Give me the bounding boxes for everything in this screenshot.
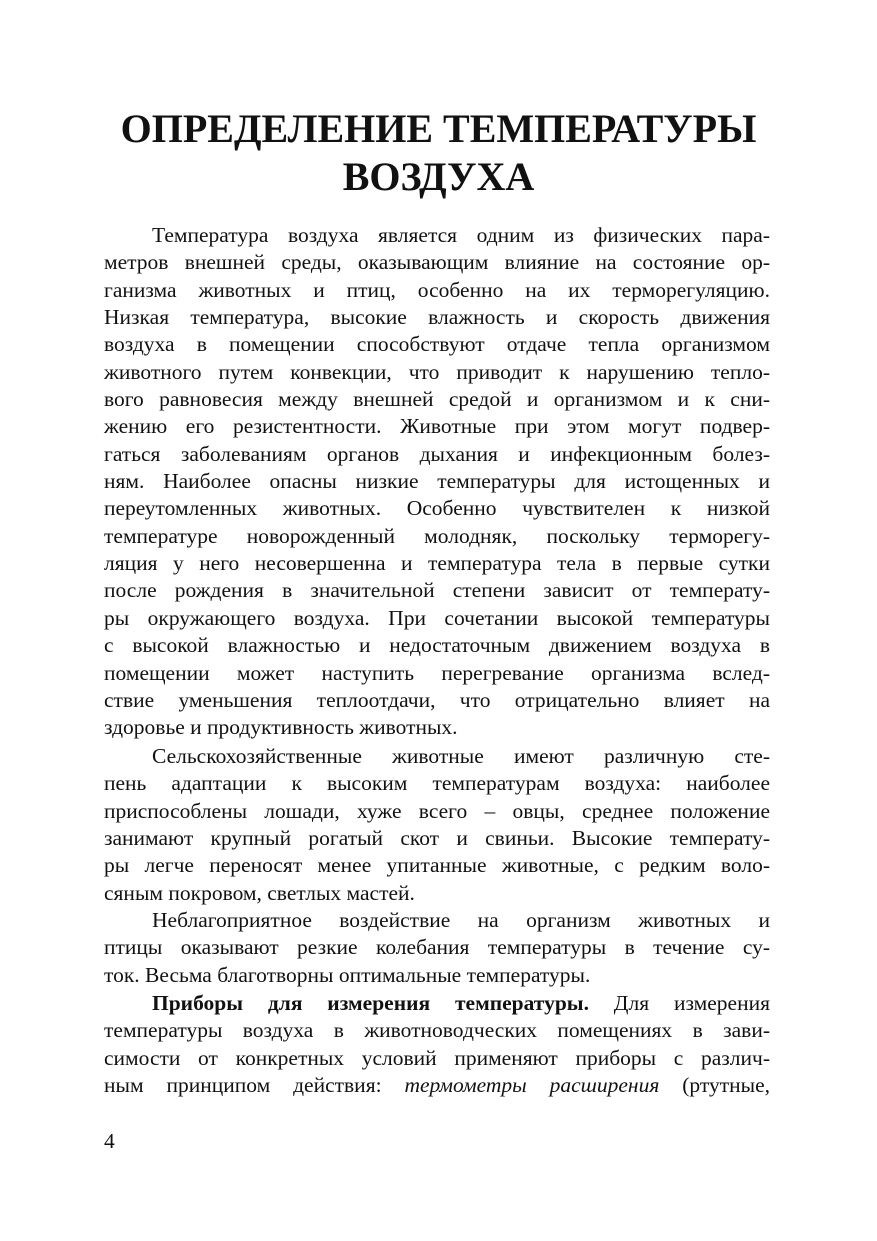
text-line: ляция у него несовершенна и температура тела в первые сутки (104, 551, 770, 576)
text-line: ток. Весьма благотворны оптимальные температуры. (104, 962, 591, 987)
text-line: гаться заболеваниям органов дыхания и инфекционным болез- (104, 441, 770, 466)
text-line: после рождения в значительной степени зависит от температу- (104, 578, 770, 603)
text-run: ным принципом действия: (104, 1073, 405, 1098)
text-line: вого равновесия между внешней средой и организмом и к сни- (104, 387, 770, 412)
text-line: жению его резистентности. Животные при этом могут подвер- (104, 414, 770, 439)
text-line: с высокой влажностью и недостаточным движением воздуха в (104, 633, 770, 658)
section-heading: Приборы для измерения температуры. (152, 991, 589, 1015)
text-line: Низкая температура, высокие влажность и скорость движения (104, 305, 770, 330)
text-line: ры окружающего воздуха. При сочетании высокой температуры (104, 605, 770, 630)
text-line: температуре новорожденный молодняк, поскольку терморегу- (104, 523, 770, 548)
page-title-line-2: ВОЗДУХА (342, 154, 535, 199)
text-line: метров внешней среды, оказывающим влияние на состояние ор- (104, 250, 770, 275)
paragraph-temperature-fluctuations (104, 907, 770, 989)
text-line: приспособлены лошади, хуже всего – овцы, среднее положение (104, 798, 770, 823)
text-run: (ртутные, (659, 1073, 770, 1098)
text-line: занимают крупный рогатый скот и свиньи. Высокие температу- (104, 826, 770, 851)
page-title-line-1: ОПРЕДЕЛЕНИЕ ТЕМПЕРАТУРЫ (120, 106, 757, 151)
text-line: животного путем конвекции, что приводит к нарушению тепло- (104, 359, 770, 384)
text-line (104, 1072, 770, 1099)
page-title (0, 105, 877, 201)
text-line: температуры воздуха в животноводческих помещениях в зави- (104, 1018, 770, 1043)
text-line: Температура воздуха является одним из физических пара- (152, 223, 770, 247)
text-run: Для измерения (588, 991, 770, 1015)
page-number: 4 (104, 1129, 115, 1153)
text-line (104, 990, 770, 1017)
text-line: помещении может наступить перегревание организма вслед- (104, 660, 770, 685)
text-line: Сельскохозяйственные животные имеют различную сте- (152, 744, 770, 768)
text-line: Неблагоприятное воздействие на организм животных и (152, 908, 770, 932)
italic-term: термометры расширения (404, 1073, 660, 1098)
text-line: симости от конкретных условий применяют приборы с различ- (104, 1045, 770, 1070)
text-line: воздуха в помещении способствуют отдаче тепла организмом (104, 332, 770, 357)
text-line: ствие уменьшения теплоотдачи, что отрицательно влияет на (104, 687, 770, 712)
text-line: ням. Наиболее опасны низкие температуры для истощенных и (104, 469, 770, 494)
text-line: здоровье и продуктивность животных. (104, 715, 458, 740)
paragraph-adaptation (104, 743, 770, 907)
text-line: сяным покровом, светлых мастей. (104, 880, 415, 905)
paragraph-measuring-instruments (104, 990, 770, 1099)
text-line: ры легче переносят менее упитанные животные, с редким воло- (104, 853, 770, 878)
text-line: переутомленных животных. Особенно чувствителен к низкой (104, 496, 770, 521)
text-line: пень адаптации к высоким температурам воздуха: наиболее (104, 771, 770, 796)
text-line: ганизма животных и птиц, особенно на их терморегуляцию. (104, 277, 770, 302)
text-line: птицы оказывают резкие колебания температуры в течение су- (104, 935, 770, 960)
paragraph-air-temperature-effects (104, 222, 770, 742)
